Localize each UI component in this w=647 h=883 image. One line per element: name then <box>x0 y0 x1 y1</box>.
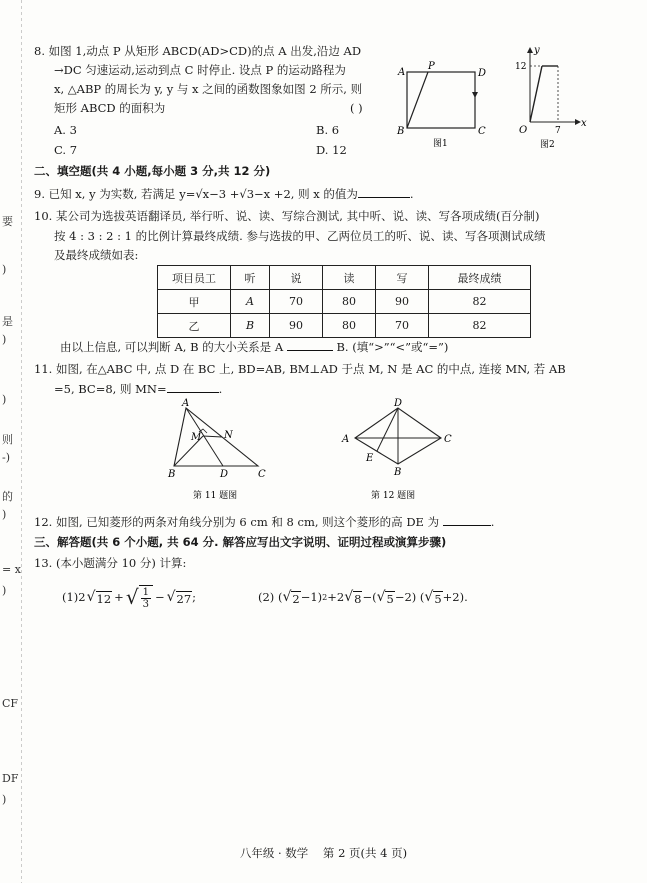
label-x-tick: 7 <box>555 126 561 136</box>
table-cell: 甲 <box>158 290 231 314</box>
q10-tail: 由以上信息, 可以判断 A, B 的大小关系是 A B. (填“>”“<”或“=”) <box>60 340 449 354</box>
score-table <box>157 265 531 338</box>
section2-title: 二、填空题(共 4 小题,每小题 3 分,共 12 分) <box>34 164 271 178</box>
table-header: 项目员工 <box>158 266 231 290</box>
q8-option-a: A. 3 <box>54 123 77 137</box>
table-cell: 80 <box>323 290 376 314</box>
segment-bp <box>407 72 428 128</box>
table-row <box>158 314 531 338</box>
label-b: B <box>397 126 405 137</box>
label-a: A <box>182 398 190 409</box>
label-e: E <box>366 453 374 464</box>
margin-mark: = x <box>2 563 21 576</box>
label-o: O <box>519 125 528 136</box>
label-d: D <box>394 398 403 409</box>
margin-mark: 则 <box>2 433 13 446</box>
label-d: D <box>478 68 487 79</box>
table-cell: 乙 <box>158 314 231 338</box>
label-n: N <box>224 430 233 441</box>
table-cell: 70 <box>376 314 429 338</box>
q8-line4: 矩形 ABCD 的面积为 <box>54 101 166 115</box>
margin-mark: ) <box>2 793 7 806</box>
table-cell: 80 <box>323 314 376 338</box>
label-a: A <box>398 67 406 78</box>
q13-part2: (2) ( √ 2 −1) 2 +2 √ 8 −( √ 5 −2) ( √ 5 +2). <box>258 589 468 606</box>
table-cell: 70 <box>270 290 323 314</box>
table-header: 说 <box>270 266 323 290</box>
margin-mark: 是 <box>2 315 13 328</box>
table-header: 听 <box>231 266 270 290</box>
label-c: C <box>478 126 486 137</box>
q13-part1: (1)2 √ 12 + √ 1 3 − √ 27 ; <box>62 585 197 610</box>
q13-intro: 13. (本小题满分 10 分) 计算: <box>34 556 187 570</box>
table-cell: 82 <box>429 290 531 314</box>
q9: 9. 已知 x, y 为实数, 若满足 y=√x−3 +√3−x +2, 则 x 的值为 . <box>34 187 414 201</box>
margin-mark: ) <box>2 263 7 276</box>
q10-answer-blank[interactable] <box>287 338 333 351</box>
height-de <box>377 408 398 451</box>
sqrt-sign: √ <box>344 589 354 605</box>
fig11-caption: 第 11 题图 <box>193 491 238 501</box>
margin-mark: ) <box>2 508 7 521</box>
table-cell: 82 <box>429 314 531 338</box>
margin-mark: ) <box>2 333 7 346</box>
sqrt-sign: √ <box>376 589 386 605</box>
label-y: y <box>534 45 540 56</box>
label-c: C <box>444 434 452 445</box>
margin-mark: CF <box>2 697 19 710</box>
arrow-head <box>472 92 478 98</box>
margin-mark: 的 <box>2 490 13 503</box>
fig2-caption: 图2 <box>540 140 555 150</box>
q12-answer-blank[interactable] <box>443 513 491 526</box>
q8-figure2 <box>508 44 590 150</box>
margin-mark: DF <box>2 772 19 785</box>
sqrt-sign: √ <box>424 589 434 605</box>
label-p: P <box>428 61 435 72</box>
label-y-tick: 12 <box>515 62 527 72</box>
q8-line3: x, △ABP 的周长为 y, y 与 x 之间的函数图象如图 2 所示, 则 <box>54 82 363 96</box>
label-b: B <box>394 467 402 478</box>
fig12-caption: 第 12 题图 <box>371 491 416 501</box>
q8-option-c: C. 7 <box>54 143 78 157</box>
q8-option-d: D. 12 <box>316 143 347 157</box>
q11-line2: =5, BC=8, 则 MN= . <box>54 382 223 396</box>
q8-option-b: B. 6 <box>316 123 340 137</box>
q11-figure <box>160 398 280 504</box>
q8-figure1 <box>395 58 495 150</box>
sqrt-sign: √ <box>125 585 139 609</box>
q8-answer-paren: ( ) <box>350 101 363 115</box>
margin-mark: ) <box>2 393 7 406</box>
binding-margin <box>0 0 22 883</box>
q11-answer-blank[interactable] <box>167 380 219 393</box>
page-footer: 八年级 · 数学 第 2 页(共 4 页) <box>239 846 408 860</box>
table-header: 读 <box>323 266 376 290</box>
table-cell: A <box>231 290 270 314</box>
sqrt-sign: √ <box>86 589 96 605</box>
margin-mark: ) <box>2 584 7 597</box>
table-cell: 90 <box>376 290 429 314</box>
margin-mark: -) <box>2 451 11 464</box>
q12-figure <box>335 398 460 504</box>
q10-line3: 及最终成绩如表: <box>54 248 139 262</box>
q12: 12. 如图, 已知菱形的两条对角线分别为 6 cm 和 8 cm, 则这个菱形的高 DE 为 . <box>34 515 495 529</box>
q8-line2: →DC 匀速运动,运动到点 C 时停止. 设点 P 的运动路程为 <box>54 63 346 77</box>
q10-line1: 10. 某公司为选拔英语翻译员, 举行听、说、读、写综合测试, 其中听、说、读、写各项成绩(百分制) <box>34 209 540 223</box>
graph-segment-1 <box>530 66 542 122</box>
label-m: M <box>191 432 202 443</box>
q9-answer-blank[interactable] <box>358 185 410 198</box>
section3-title: 三、解答题(共 6 个小题, 共 64 分. 解答应写出文字说明、证明过程或演算步骤) <box>34 535 447 549</box>
label-x: x <box>581 118 587 129</box>
fig1-caption: 图1 <box>433 139 448 149</box>
sqrt-sign: √ <box>166 589 176 605</box>
table-cell: 90 <box>270 314 323 338</box>
table-cell: B <box>231 314 270 338</box>
table-header: 最终成绩 <box>429 266 531 290</box>
label-c: C <box>258 469 266 480</box>
q8-line1: 8. 如图 1,动点 P 从矩形 ABCD(AD>CD)的点 A 出发,沿边 AD <box>34 44 362 58</box>
fraction-one-third: 1 3 <box>139 585 153 610</box>
table-header: 写 <box>376 266 429 290</box>
label-d: D <box>220 469 229 480</box>
table-row <box>158 290 531 314</box>
q10-line2: 按 4 : 3 : 2 : 1 的比例计算最终成绩. 参与选拔的甲、乙两位员工的听、说、读、写各项测试成绩 <box>54 229 546 243</box>
label-b: B <box>168 469 176 480</box>
segment-mn <box>203 436 222 437</box>
table-header-row <box>158 266 531 290</box>
sqrt-sign: √ <box>282 589 292 605</box>
q11-line1: 11. 如图, 在△ABC 中, 点 D 在 BC 上, BD=AB, BM⊥AD 于点 M, N 是 AC 的中点, 连接 MN, 若 AB <box>34 362 566 376</box>
label-a: A <box>342 434 350 445</box>
margin-mark: 要 <box>2 215 13 228</box>
q9-text: 9. 已知 x, y 为实数, 若满足 y=√x−3 +√3−x +2, 则 x 的值为 <box>34 187 358 201</box>
